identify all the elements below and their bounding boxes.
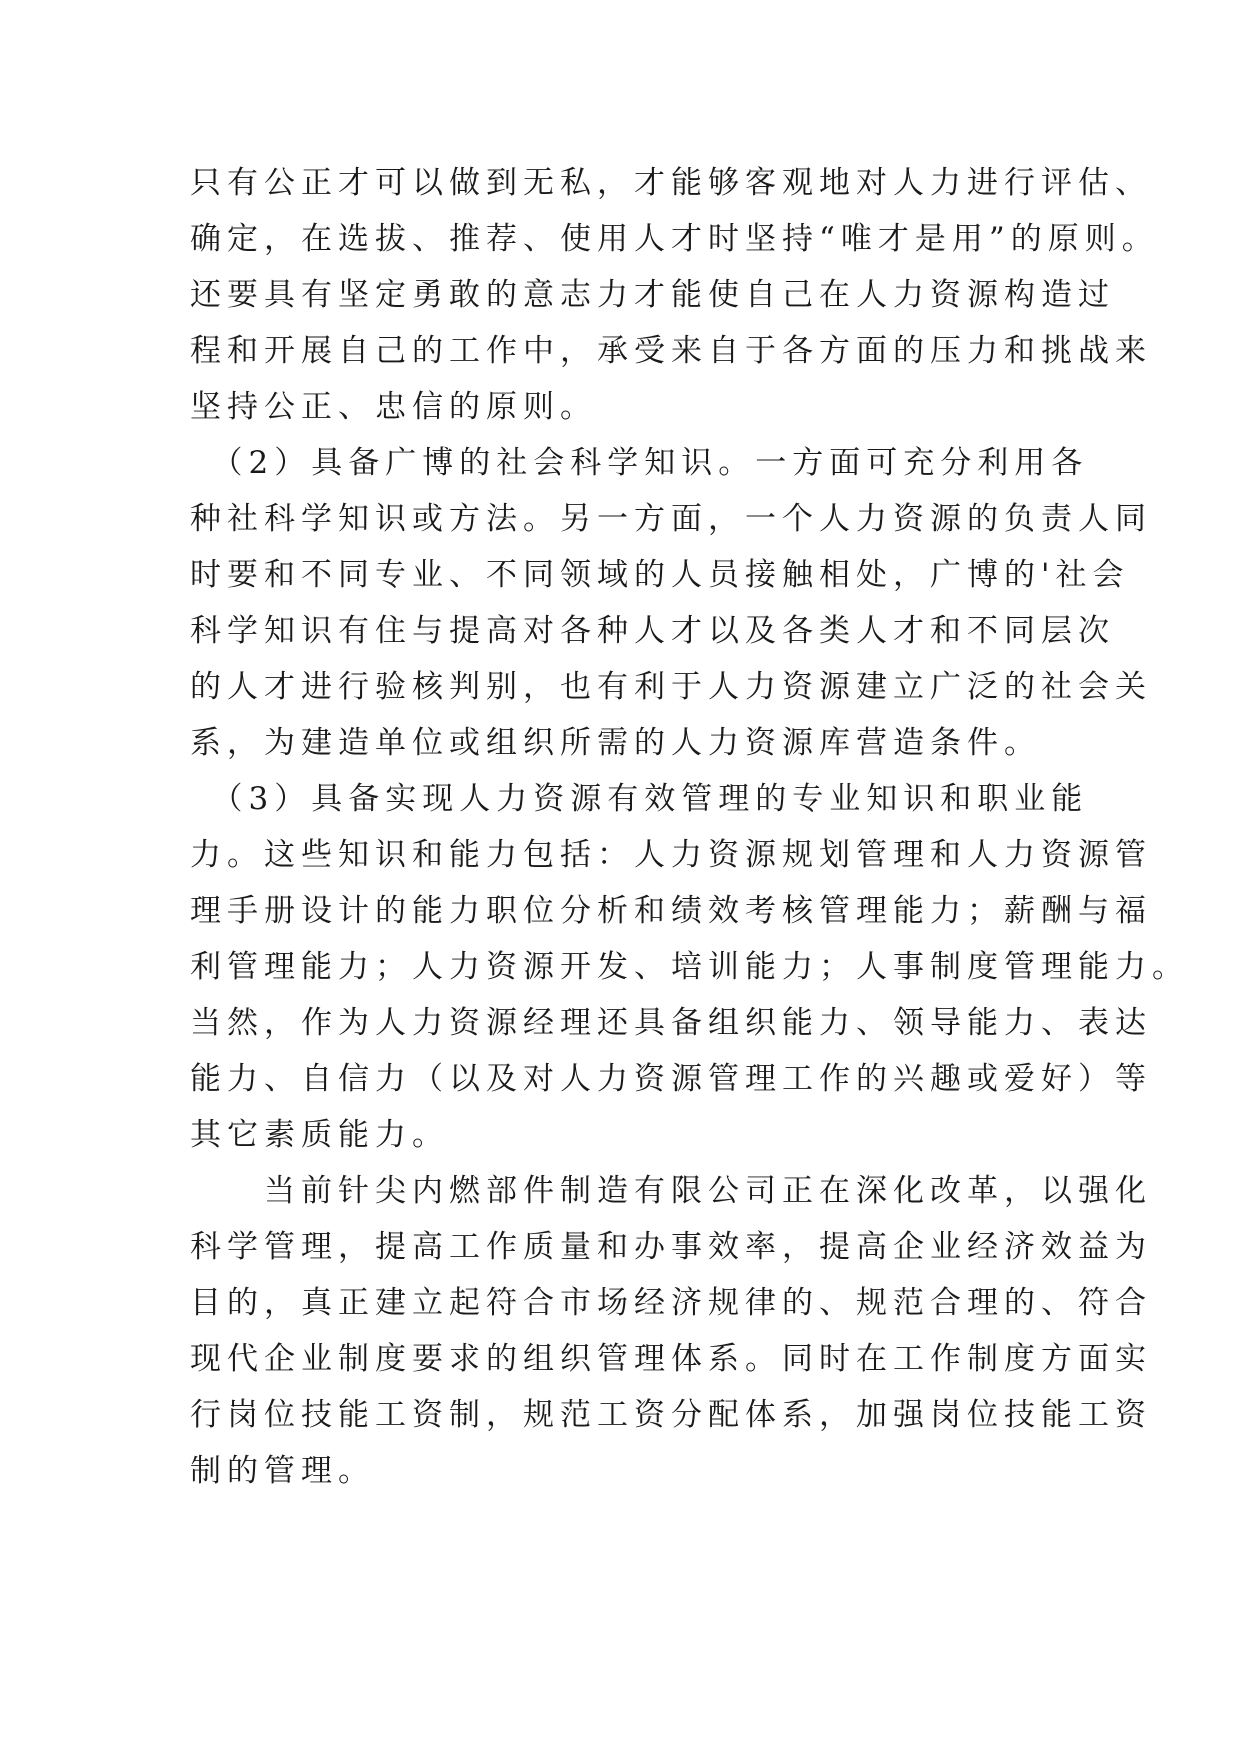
paragraph-1-line-5: 坚持公正、忠信的原则。 [190, 389, 597, 425]
paragraph-3-line-2: 力。这些知识和能力包括：人力资源规划管理和人力资源管 [190, 837, 1152, 873]
paragraph-2-line-6: 系，为建造单位或组织所需的人力资源库营造条件。 [190, 725, 1041, 761]
paragraph-1-line-2: 确定，在选拔、推荐、使用人才时坚持“唯才是用”的原则。 [190, 221, 1159, 257]
paragraph-3-line-7: 其它素质能力。 [190, 1117, 449, 1153]
paragraph-4-line-2: 科学管理，提高工作质量和办事效率，提高企业经济效益为 [190, 1229, 1152, 1265]
paragraph-2-line-3: 时要和不同专业、不同领域的人员接触相处，广博的'社会 [190, 557, 1130, 593]
paragraph-1-line-4: 程和开展自己的工作中，承受来自于各方面的压力和挑战来 [190, 333, 1152, 369]
paragraph-4-line-3: 目的，真正建立起符合市场经济规律的、规范合理的、符合 [190, 1285, 1152, 1321]
paragraph-3-line-4: 利管理能力；人力资源开发、培训能力；人事制度管理能力。 [190, 949, 1189, 985]
paragraph-4-line-1: 当前针尖内燃部件制造有限公司正在深化改革，以强化 [190, 1173, 1152, 1209]
paragraph-2-line-5: 的人才进行验核判别，也有利于人力资源建立广泛的社会关 [190, 669, 1152, 705]
paragraph-3-line-3: 理手册设计的能力职位分析和绩效考核管理能力；薪酬与福 [190, 893, 1152, 929]
paragraph-1-line-3: 还要具有坚定勇敢的意志力才能使自己在人力资源构造过 [190, 277, 1115, 313]
paragraph-4-line-4: 现代企业制度要求的组织管理体系。同时在工作制度方面实 [190, 1341, 1152, 1377]
paragraph-1-line-1: 只有公正才可以做到无私，才能够客观地对人力进行评估、 [190, 165, 1152, 201]
body-text [190, 155, 1189, 1499]
paragraph-4-line-5: 行岗位技能工资制，规范工资分配体系，加强岗位技能工资 [190, 1397, 1152, 1433]
paragraph-2-line-1: （2）具备广博的社会科学知识。一方面可充分利用各 [190, 445, 1089, 481]
paragraph-2-line-2: 种社科学知识或方法。另一方面，一个人力资源的负责人同 [190, 501, 1152, 537]
paragraph-2-line-4: 科学知识有住与提高对各种人才以及各类人才和不同层次 [190, 613, 1115, 649]
paragraph-3-line-1: （3）具备实现人力资源有效管理的专业知识和职业能 [190, 781, 1089, 817]
paragraph-3-line-6: 能力、自信力（以及对人力资源管理工作的兴趣或爱好）等 [190, 1061, 1152, 1097]
paragraph-3-line-5: 当然，作为人力资源经理还具备组织能力、领导能力、表达 [190, 1005, 1152, 1041]
paragraph-4-line-6: 制的管理。 [190, 1453, 375, 1489]
